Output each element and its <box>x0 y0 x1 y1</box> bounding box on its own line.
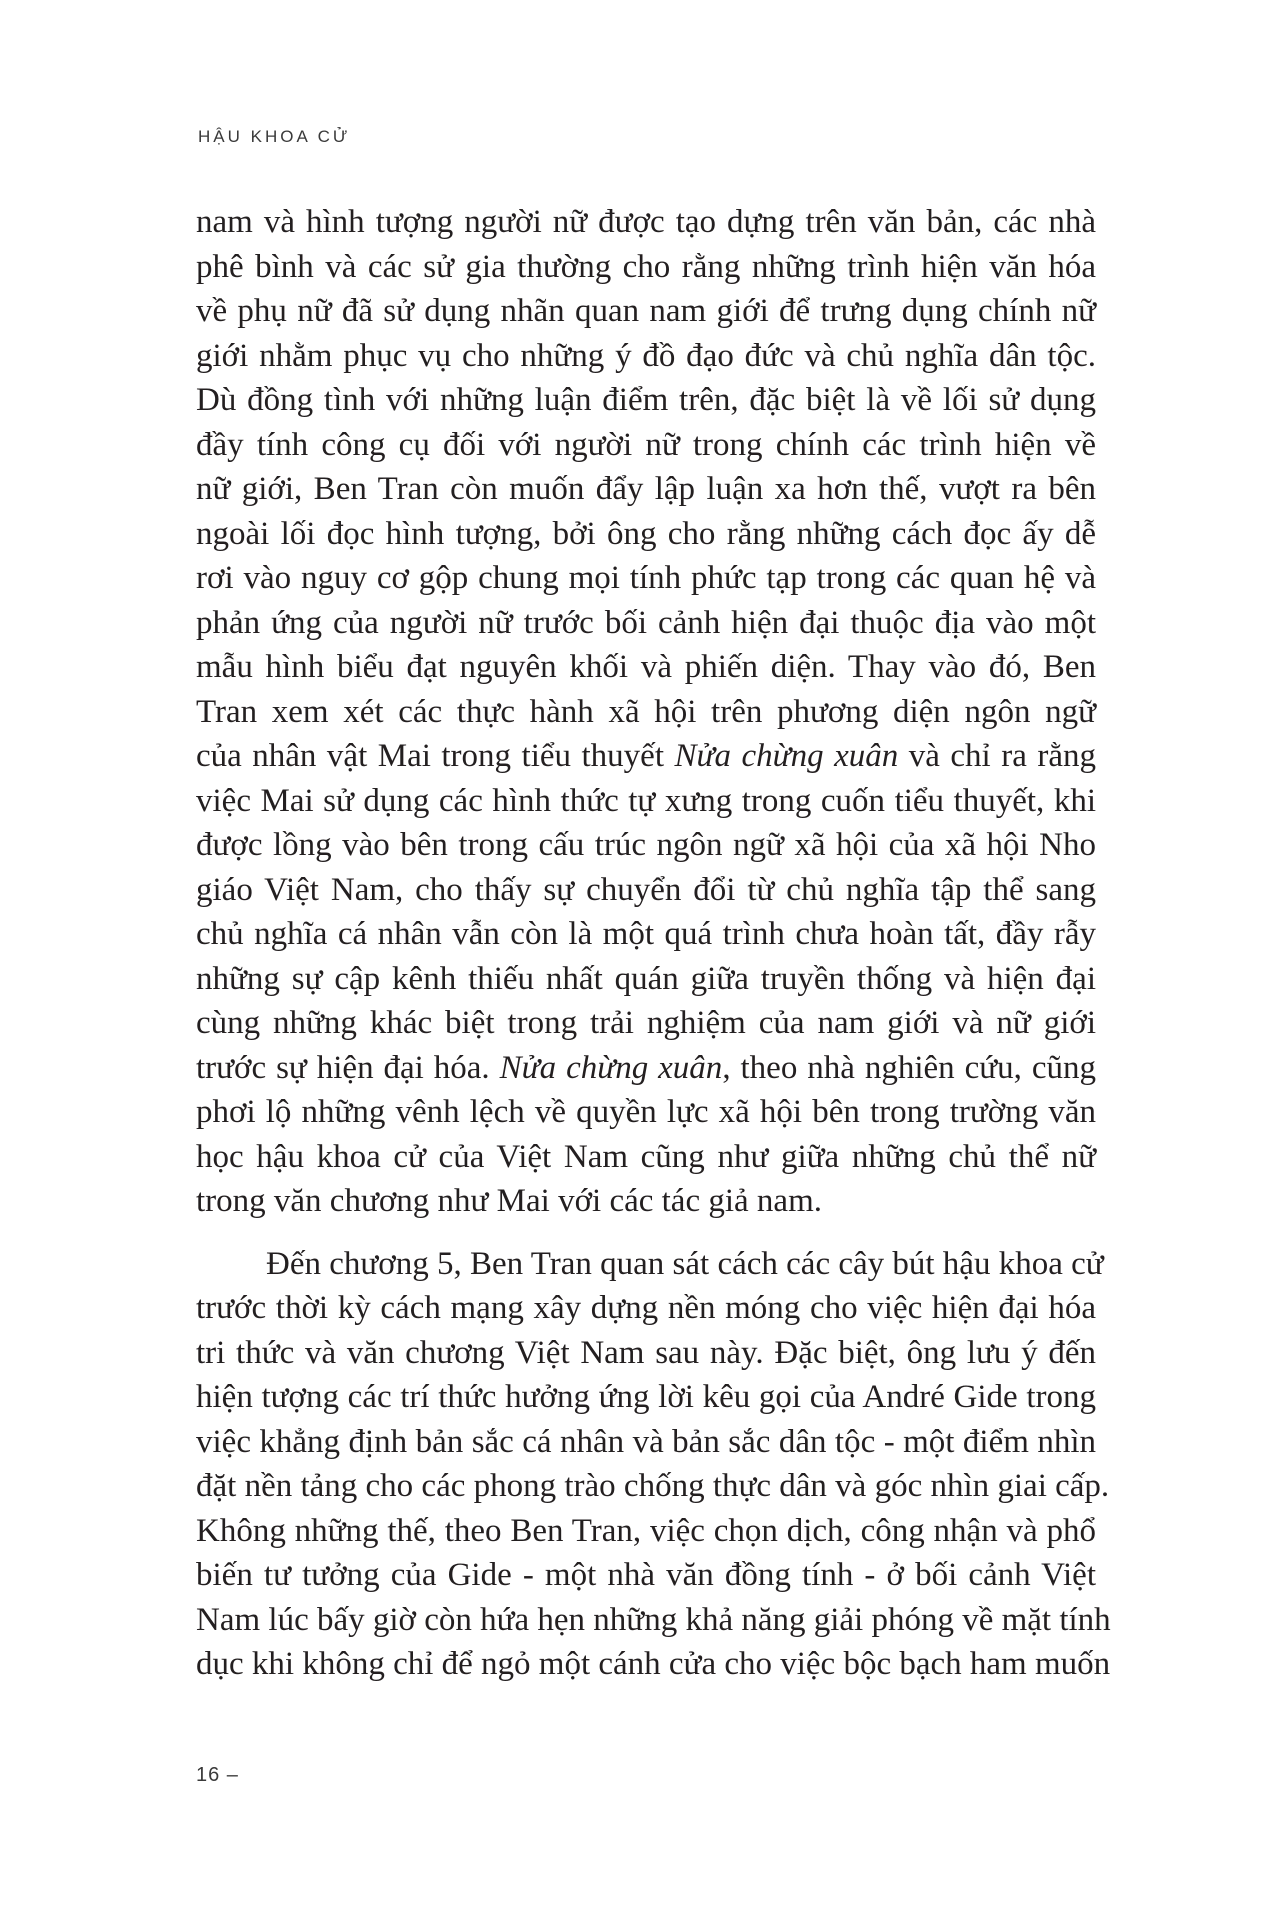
text-line: chủ nghĩa cá nhân vẫn còn là một quá trình chưa hoàn tất, đầy rẫy <box>196 916 1096 952</box>
text-line: giáo Việt Nam, cho thấy sự chuyển đổi từ chủ nghĩa tập thể sang <box>196 871 1096 908</box>
text-line: học hậu khoa cử của Việt Nam cũng như giữa những chủ thể nữ <box>196 1138 1096 1175</box>
text-line-with-title <box>196 1046 1096 1091</box>
text-line: trước thời kỳ cách mạng xây dựng nền móng cho việc hiện đại hóa <box>196 1290 1096 1326</box>
text-segment: của nhân vật Mai trong tiểu thuyết <box>196 738 675 774</box>
text-line: đầy tính công cụ đối với người nữ trong chính các trình hiện về <box>196 426 1096 463</box>
text-line: rơi vào nguy cơ gộp chung mọi tính phức tạp trong các quan hệ và <box>196 560 1096 596</box>
text-line: phê bình và các sử gia thường cho rằng những trình hiện văn hóa <box>196 248 1096 285</box>
novel-title: Nửa chừng xuân <box>674 738 899 774</box>
text-line: Nam lúc bấy giờ còn hứa hẹn những khả năng giải phóng về mặt tính <box>196 1601 1111 1638</box>
text-line: phản ứng của người nữ trước bối cảnh hiện đại thuộc địa vào một <box>196 604 1096 641</box>
paragraph-2 <box>196 1242 1104 1287</box>
text-line: việc Mai sử dụng các hình thức tự xưng trong cuốn tiểu thuyết, khi <box>196 782 1096 819</box>
text-line: được lồng vào bên trong cấu trúc ngôn ngữ xã hội của xã hội Nho <box>196 827 1096 863</box>
text-segment: trước sự hiện đại hóa. <box>196 1049 500 1086</box>
text-line: Tran xem xét các thực hành xã hội trên phương diện ngôn ngữ <box>196 693 1096 730</box>
page-number: 16 – <box>196 1764 239 1786</box>
text-line: trong văn chương như Mai với các tác giả nam. <box>196 1183 822 1219</box>
text-line: nữ giới, Ben Tran còn muốn đẩy lập luận xa hơn thế, vượt ra bên <box>196 471 1096 507</box>
text-line: việc khẳng định bản sắc cá nhân và bản sắc dân tộc - một điểm nhìn <box>196 1423 1096 1460</box>
paragraph-2-continued <box>196 1286 1111 1687</box>
text-line: đặt nền tảng cho các phong trào chống thực dân và góc nhìn giai cấp. <box>196 1468 1110 1504</box>
text-line: tri thức và văn chương Việt Nam sau này. Đặc biệt, ông lưu ý đến <box>196 1334 1096 1371</box>
text-line: hiện tượng các trí thức hưởng ứng lời kêu gọi của André Gide trong <box>196 1379 1096 1415</box>
text-line: ngoài lối đọc hình tượng, bởi ông cho rằng những cách đọc ấy dễ <box>196 515 1096 552</box>
text-line: cùng những khác biệt trong trải nghiệm của nam giới và nữ giới <box>196 1005 1096 1041</box>
text-segment: , theo nhà nghiên cứu, cũng <box>722 1049 1096 1086</box>
text-line: biến tư tưởng của Gide - một nhà văn đồng tính - ở bối cảnh Việt <box>196 1557 1096 1593</box>
text-line: nam và hình tượng người nữ được tạo dựng trên văn bản, các nhà <box>196 204 1096 240</box>
text-line: những sự cập kênh thiếu nhất quán giữa truyền thống và hiện đại <box>196 960 1096 997</box>
text-line: mẫu hình biểu đạt nguyên khối và phiến diện. Thay vào đó, Ben <box>196 649 1096 685</box>
text-line: Dù đồng tình với những luận điểm trên, đặc biệt là về lối sử dụng <box>196 382 1096 418</box>
novel-title: Nửa chừng xuân <box>499 1049 723 1086</box>
text-line: về phụ nữ đã sử dụng nhãn quan nam giới để trưng dụng chính nữ <box>196 293 1096 329</box>
body-text <box>196 200 1111 1687</box>
text-line: giới nhằm phục vụ cho những ý đồ đạo đức và chủ nghĩa dân tộc. <box>196 337 1096 374</box>
text-line: Không những thế, theo Ben Tran, việc chọn dịch, công nhận và phổ <box>196 1512 1096 1549</box>
text-segment: và chỉ ra rằng <box>898 738 1096 774</box>
running-header: HẬU KHOA CỬ <box>198 127 351 146</box>
paragraph-1 <box>196 200 1096 1224</box>
text-line: phơi lộ những vênh lệch về quyền lực xã hội bên trong trường văn <box>196 1094 1096 1130</box>
text-line: dục khi không chỉ để ngỏ một cánh cửa cho việc bộc bạch ham muốn <box>196 1646 1111 1682</box>
text-line-with-title <box>196 734 1096 779</box>
text-line: Đến chương 5, Ben Tran quan sát cách các cây bút hậu khoa cử <box>266 1245 1104 1282</box>
